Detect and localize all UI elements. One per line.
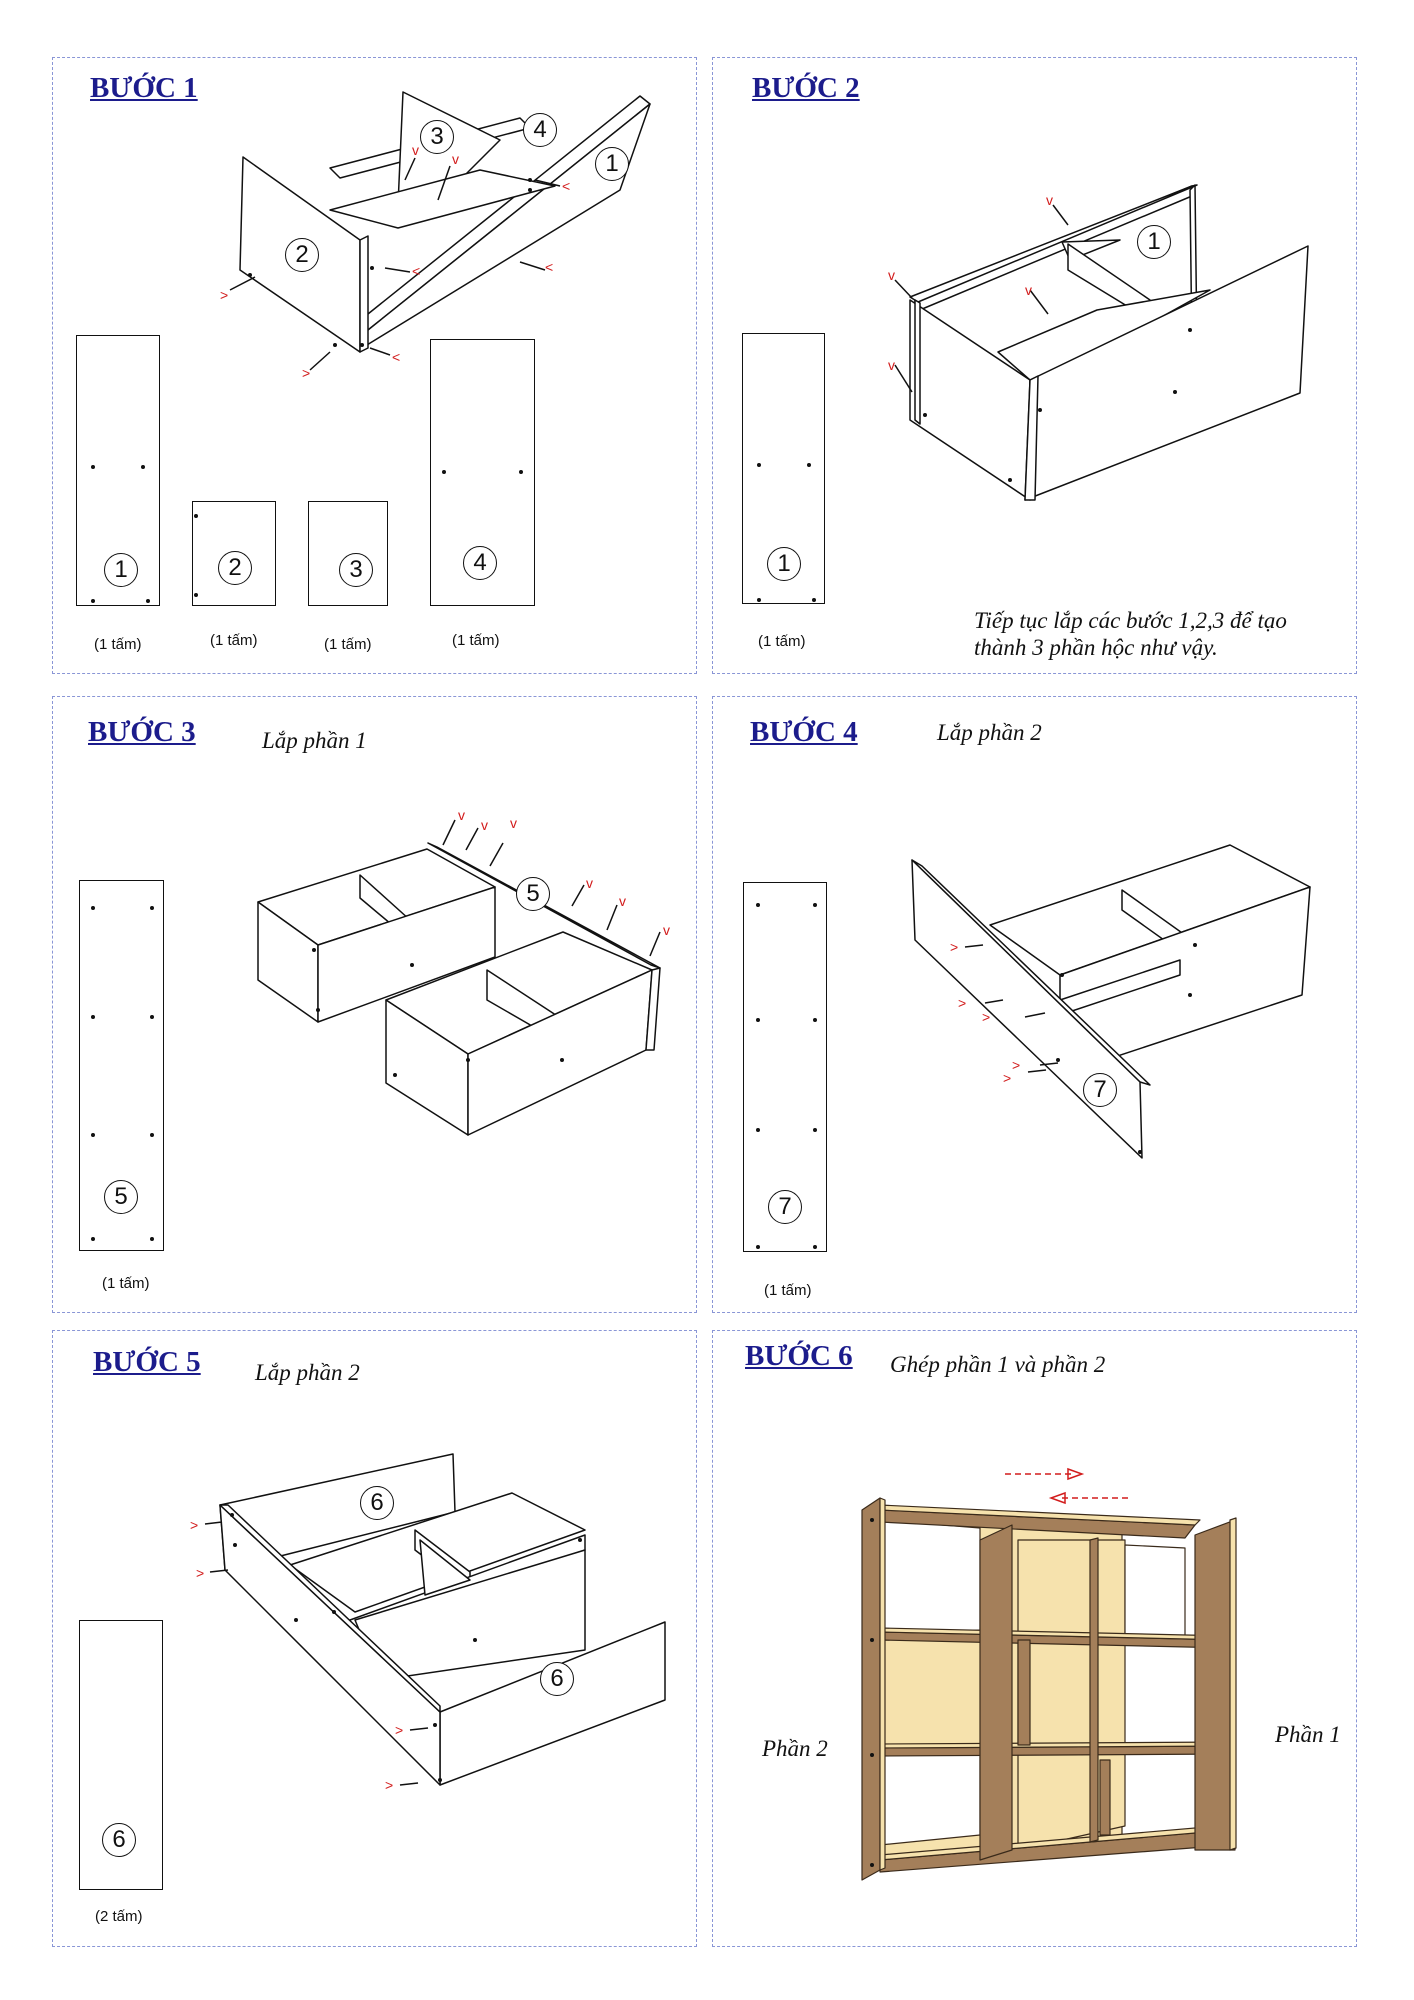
step-5-back-part-6-label: 6 [360, 1486, 394, 1520]
part-4-label: 4 [523, 113, 557, 147]
plank-5-label: 5 [104, 1180, 138, 1214]
svg-text:>: > [958, 995, 967, 1011]
plank-4-label: 4 [463, 546, 497, 580]
svg-text:v: v [481, 817, 488, 833]
step-6-title: BƯỚC 6 [745, 1340, 853, 1372]
svg-text:>: > [1003, 1070, 1012, 1086]
plank-5-qty: (1 tấm) [102, 1275, 150, 1292]
step-2-part-1-label: 1 [1137, 225, 1171, 259]
plank-1-qty: (1 tấm) [94, 636, 142, 653]
svg-text:<: < [562, 178, 571, 194]
svg-text:>: > [196, 1565, 205, 1581]
step-2-note-line-1: Tiếp tục lắp các bước 1,2,3 để tạo [974, 608, 1287, 633]
svg-text:v: v [458, 807, 465, 823]
svg-text:v: v [412, 142, 419, 158]
plank-4-qty: (1 tấm) [452, 632, 500, 649]
svg-text:v: v [1046, 192, 1053, 208]
step-5-title: BƯỚC 5 [93, 1346, 201, 1378]
svg-text:>: > [982, 1009, 991, 1025]
plank-7-qty: (1 tấm) [764, 1282, 812, 1299]
step-3-title: BƯỚC 3 [88, 716, 196, 748]
step-3-subtitle: Lắp phần 1 [262, 728, 367, 753]
plank-3-qty: (1 tấm) [324, 636, 372, 653]
step-4-title: BƯỚC 4 [750, 716, 858, 748]
step-4-part-7-label: 7 [1083, 1073, 1117, 1107]
step-2-qty: (1 tấm) [758, 633, 806, 650]
svg-text:v: v [619, 893, 626, 909]
step-1-title: BƯỚC 1 [90, 72, 198, 104]
step-4-subtitle: Lắp phần 2 [937, 720, 1042, 745]
step-2-plank-1-label: 1 [767, 547, 801, 581]
part-2-label: 2 [285, 238, 319, 272]
svg-text:v: v [586, 875, 593, 891]
plank-1-label: 1 [104, 553, 138, 587]
step-6-part-1-label: Phần 1 [1275, 1722, 1341, 1747]
svg-text:v: v [888, 267, 895, 283]
part-3-label: 3 [420, 120, 454, 154]
svg-text:<: < [392, 349, 401, 365]
plank-2-label: 2 [218, 551, 252, 585]
svg-text:>: > [220, 287, 229, 303]
plank-6-label: 6 [102, 1823, 136, 1857]
plank-3-label: 3 [339, 553, 373, 587]
plank-7-label: 7 [768, 1190, 802, 1224]
svg-text:>: > [950, 939, 959, 955]
svg-text:>: > [395, 1722, 404, 1738]
plank-6-qty: (2 tấm) [95, 1908, 143, 1925]
svg-text:v: v [1025, 282, 1032, 298]
svg-text:>: > [1012, 1057, 1021, 1073]
svg-text:v: v [888, 357, 895, 373]
svg-text:<: < [412, 263, 421, 279]
step-3-part-5-label: 5 [516, 877, 550, 911]
svg-text:v: v [452, 151, 459, 167]
step-5-subtitle: Lắp phần 2 [255, 1360, 360, 1385]
svg-text:v: v [663, 922, 670, 938]
step-6-part-2-label: Phần 2 [762, 1736, 828, 1761]
svg-text:<: < [545, 259, 554, 275]
step-2-note-line-2: thành 3 phần hộc như vậy. [974, 635, 1218, 660]
step-5-front-part-6-label: 6 [540, 1662, 574, 1696]
plank-2-qty: (1 tấm) [210, 632, 258, 649]
part-1-label: 1 [595, 147, 629, 181]
svg-text:>: > [190, 1517, 199, 1533]
svg-text:>: > [302, 365, 311, 381]
step-6-subtitle: Ghép phần 1 và phần 2 [890, 1352, 1106, 1377]
svg-text:v: v [510, 815, 517, 831]
svg-text:>: > [385, 1777, 394, 1793]
step-2-title: BƯỚC 2 [752, 72, 860, 104]
